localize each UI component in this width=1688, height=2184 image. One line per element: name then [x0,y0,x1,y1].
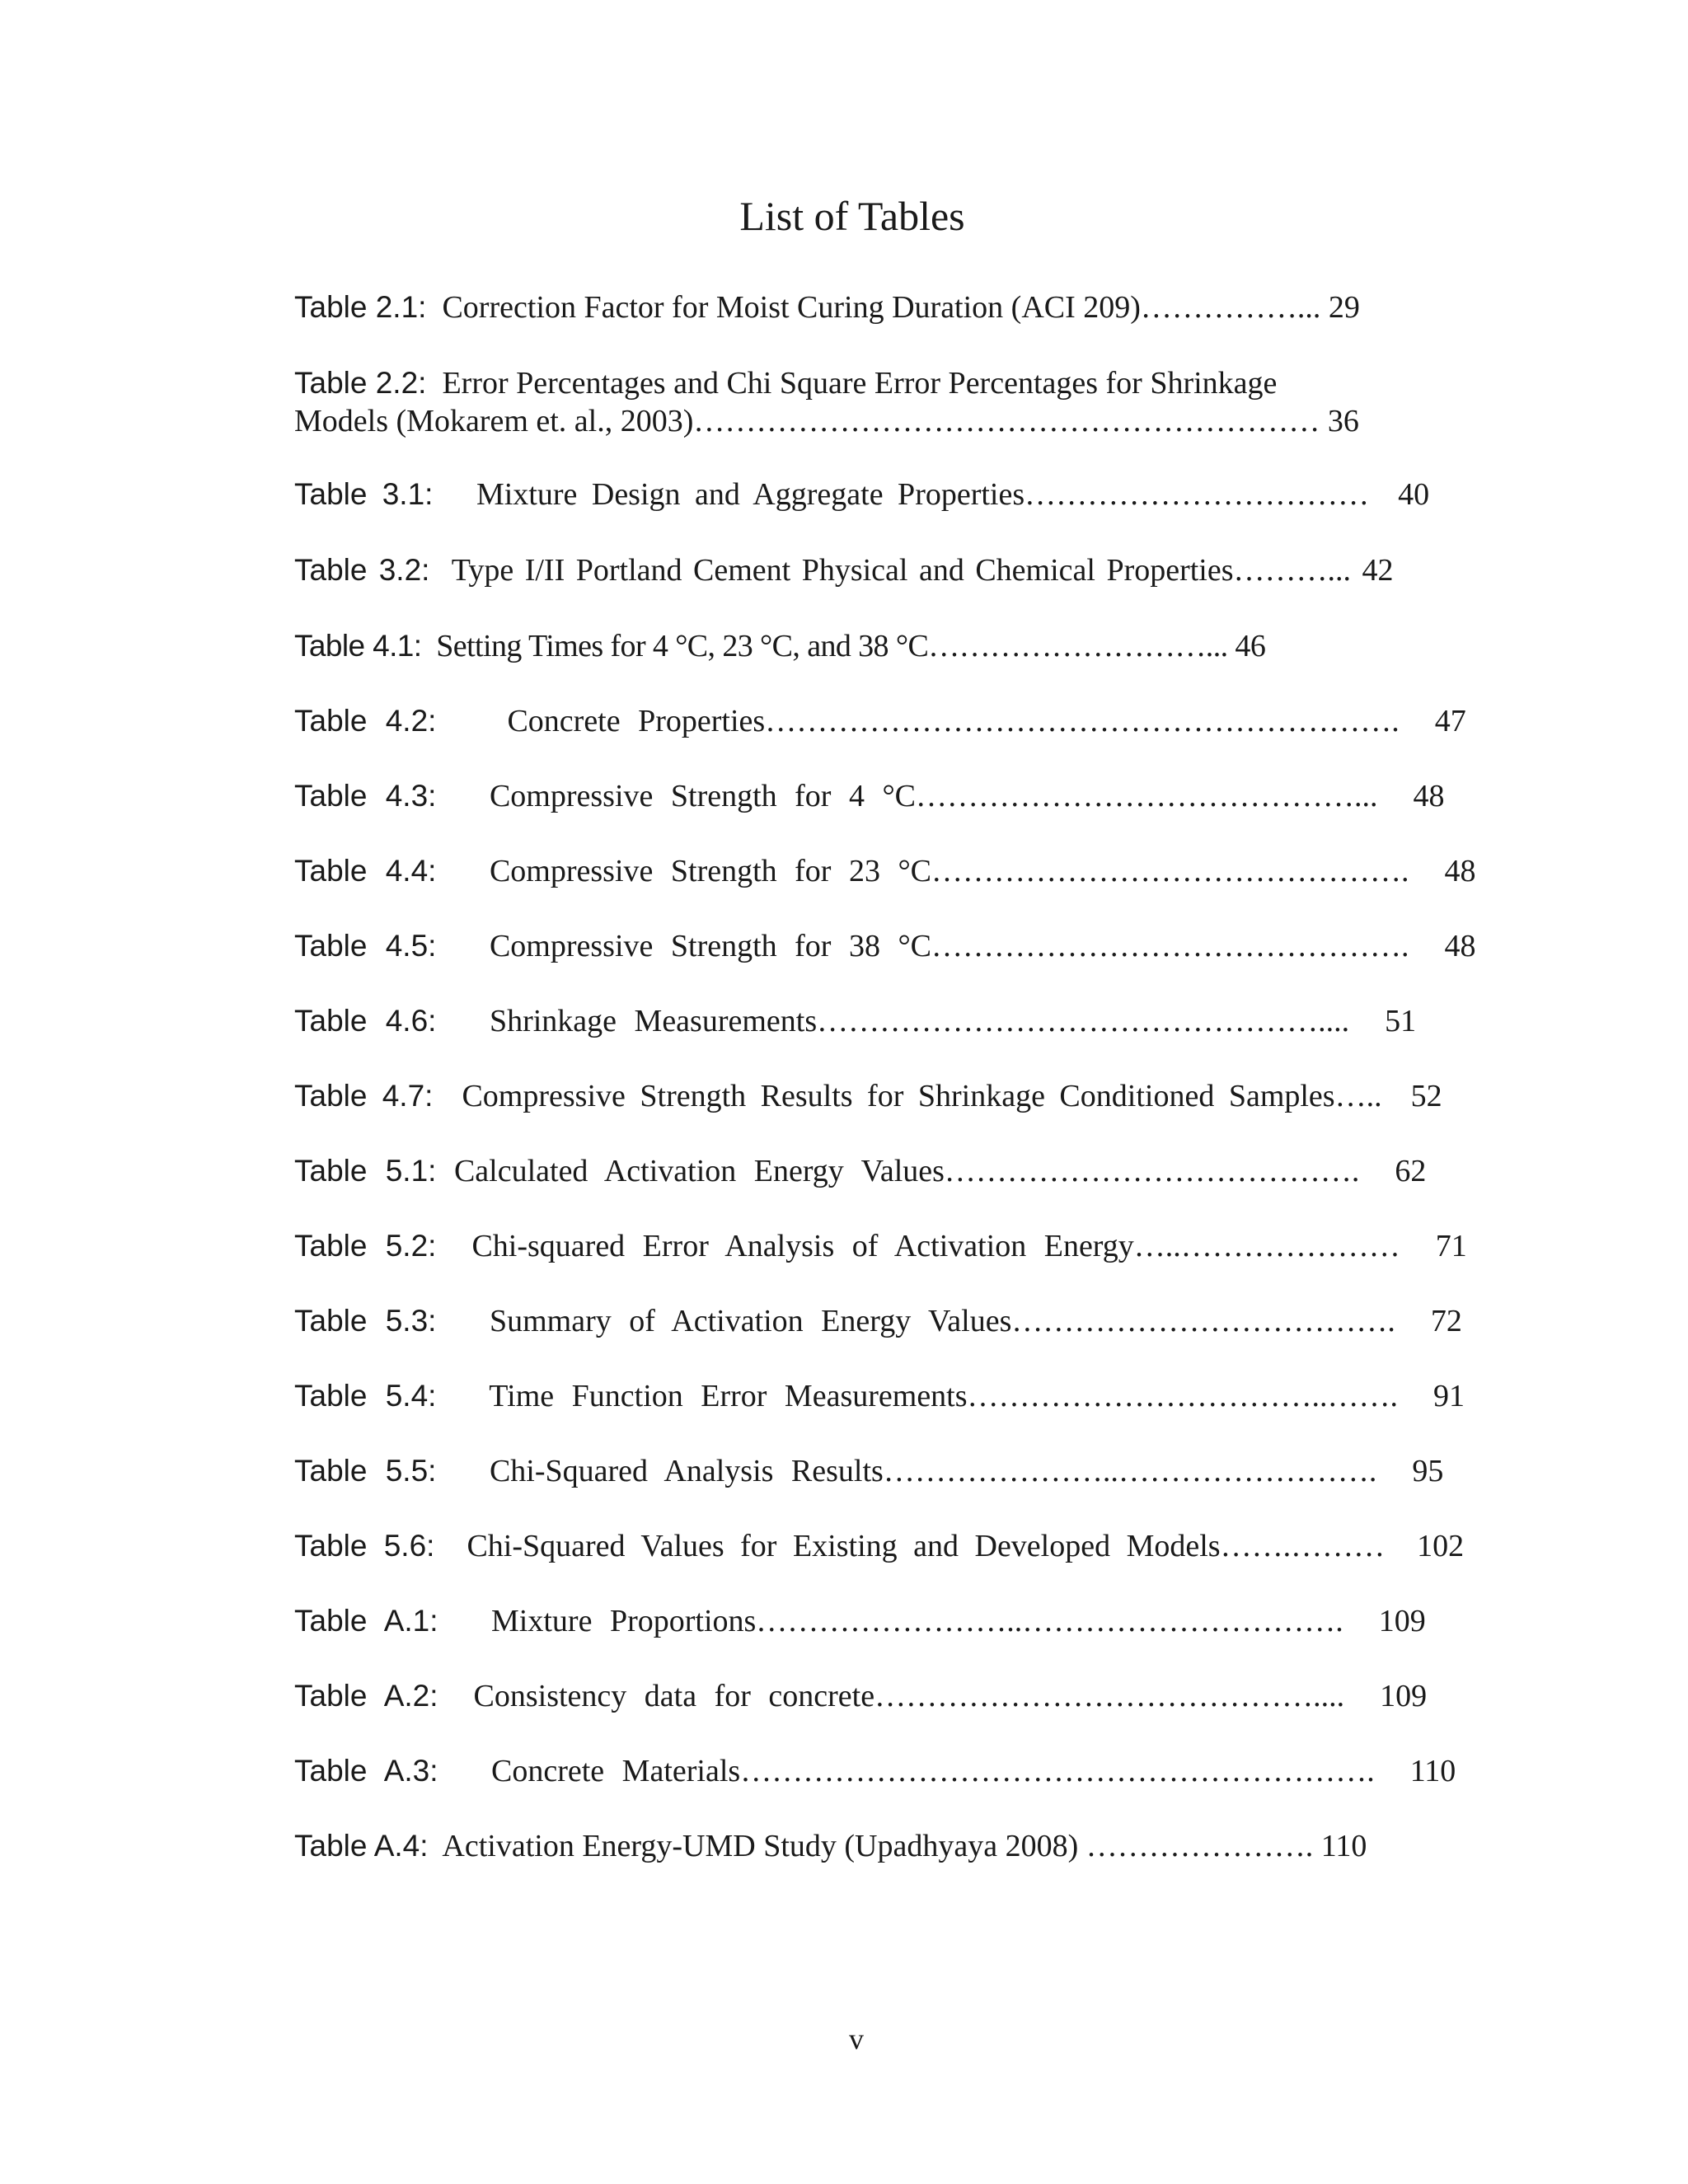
entry-label: Table A.3: [294,1754,438,1788]
entry-description: Activation Energy-UMD Study (Upadhyaya 2008) [442,1829,1079,1863]
entry-description: Compressive Strength for 38 °C [489,929,931,963]
entry-description: Chi-Squared Analysis Results [489,1454,884,1488]
entry-leader: ……………………………………... [916,779,1378,813]
entry-label: Table 2.1: [294,290,427,324]
entry-description: Concrete Properties [507,704,766,738]
toc-entry-table-4-1[interactable] [294,627,1265,665]
entry-page-number: 48 [1444,854,1476,888]
entry-label: Table 4.4: [294,854,437,888]
page-number: v [849,2022,864,2055]
entry-page-number: 110 [1320,1829,1367,1863]
entry-leader: ….. [1334,1079,1382,1113]
entry-leader: …………………. [1078,1829,1314,1863]
entry-label: Table 5.6: [294,1529,435,1563]
entry-leader: …………………………… [1025,477,1370,512]
entry-description: Chi-squared Error Analysis of Activation Energy [471,1229,1134,1263]
entry-description: Correction Factor for Moist Curing Duration (ACI 209) [442,290,1141,325]
entry-description: Compressive Strength Results for Shrinkage Conditioned Samples [462,1079,1335,1113]
toc-entry-table-5-3[interactable] [294,1302,1462,1340]
entry-leader: ……………………………..……. [967,1379,1399,1413]
toc-entry-table-a-1[interactable] [294,1602,1426,1640]
entry-description: Concrete Materials [491,1754,741,1788]
entry-page-number: 46 [1235,629,1266,663]
entry-description: Setting Times for 4 °C, 23 °C, and 38 °C [436,629,929,663]
entry-description: Mixture Proportions [491,1604,757,1638]
entry-description: Compressive Strength for 23 °C [489,854,931,888]
entry-page-number: 48 [1444,929,1476,963]
entry-page-number: 42 [1362,553,1394,588]
entry-label: Table 4.1: [294,629,422,663]
entry-label: Table A.1: [294,1604,438,1638]
entry-leader: …………………………………………………… [693,404,1320,438]
toc-entry-table-2-1[interactable] [294,288,1360,326]
entry-label: Table 2.2: [294,366,427,400]
entry-page-number: 102 [1417,1529,1465,1563]
entry-label: Table A.4: [294,1829,429,1863]
entry-leader: ………………………………………….... [817,1004,1350,1038]
toc-entry-table-2-2[interactable] [294,364,1359,440]
page-title: List of Tables [739,193,965,239]
entry-leader: ………... [1233,553,1352,588]
toc-entry-table-3-1[interactable] [294,476,1429,513]
entry-page-number: 47 [1434,704,1466,738]
entry-leader: …..………………… [1133,1229,1400,1263]
toc-entry-table-5-1[interactable] [294,1152,1426,1190]
toc-entry-table-5-2[interactable] [294,1227,1467,1265]
entry-label: Table 4.7: [294,1079,434,1113]
toc-entry-table-5-6[interactable] [294,1527,1464,1565]
toc-entry-table-a-3[interactable] [294,1752,1456,1790]
entry-page-number: 29 [1328,290,1360,325]
entry-page-number: 62 [1395,1154,1427,1188]
entry-label: Table A.2: [294,1679,438,1713]
entry-leader: ……………... [1140,290,1321,325]
toc-entry-table-4-4[interactable] [294,852,1476,890]
entry-leader: ……………………………………………………. [740,1754,1375,1788]
toc-entry-table-5-5[interactable] [294,1452,1443,1490]
entry-description: Error Percentages and Chi Square Error Percentages for Shrinkage [442,366,1278,401]
toc-entry-table-4-5[interactable] [294,927,1476,965]
entry-page-number: 51 [1385,1004,1417,1038]
entry-leader: ……………………..…………………………. [756,1604,1343,1638]
entry-page-number: 110 [1409,1754,1456,1788]
entry-page-number: 109 [1378,1604,1426,1638]
entry-label: Table 4.5: [294,929,437,963]
entry-page-number: 91 [1433,1379,1465,1413]
entry-label: Table 5.2: [294,1229,437,1263]
entry-description: Type I/II Portland Cement Physical and Chemical Properties [451,553,1234,588]
entry-label: Table 4.3: [294,779,437,813]
entry-page-number: 36 [1327,404,1359,438]
entry-label: Table 4.2: [294,704,437,738]
entry-label: Table 5.1: [294,1154,437,1188]
entry-label: Table 4.6: [294,1004,437,1038]
toc-entry-table-3-2[interactable] [294,551,1394,589]
entry-description: Time Function Error Measurements [489,1379,968,1413]
toc-entry-table-a-4[interactable] [294,1827,1367,1865]
toc-entry-table-4-7[interactable] [294,1077,1442,1115]
entry-leader: …………………..……………………. [883,1454,1377,1488]
entry-label: Table 5.5: [294,1454,437,1488]
entry-label: Table 3.1: [294,477,434,511]
entry-description-line2: Models (Mokarem et. al., 2003) [294,404,694,438]
entry-page-number: 40 [1398,477,1430,512]
toc-entry-table-4-6[interactable] [294,1002,1416,1040]
entry-page-number: 95 [1412,1454,1444,1488]
entry-leader: ……………………………………………………. [765,704,1400,738]
entry-page-number: 48 [1413,779,1445,813]
entry-description: Summary of Activation Energy Values [489,1304,1012,1338]
entry-page-number: 71 [1435,1229,1467,1263]
entry-leader: ………………………... [928,629,1228,663]
entry-description: Compressive Strength for 4 °C [489,779,916,813]
toc-entry-table-4-2[interactable] [294,702,1466,740]
entry-leader: …….……… [1220,1529,1386,1563]
toc-entry-table-4-3[interactable] [294,777,1445,815]
entry-leader: …………………………………….... [874,1679,1345,1713]
toc-entry-table-5-4[interactable] [294,1377,1465,1415]
toc-entry-table-a-2[interactable] [294,1677,1427,1715]
entry-leader: ………………………………………. [931,854,1409,888]
entry-page-number: 109 [1380,1679,1428,1713]
entry-description: Chi-Squared Values for Existing and Developed Models [467,1529,1221,1563]
entry-label: Table 3.2: [294,553,430,587]
entry-page-number: 72 [1430,1304,1462,1338]
entry-label: Table 5.3: [294,1304,437,1338]
entry-leader: ………………………………………. [931,929,1409,963]
entry-description: Shrinkage Measurements [489,1004,818,1038]
entry-label: Table 5.4: [294,1379,437,1413]
entry-leader: …………………………………. [944,1154,1360,1188]
entry-description: Mixture Design and Aggregate Properties [476,477,1025,512]
entry-description: Consistency data for concrete [473,1679,875,1713]
entry-description: Calculated Activation Energy Values [453,1154,945,1188]
entry-page-number: 52 [1410,1079,1442,1113]
entry-leader: ………………………………. [1011,1304,1395,1338]
